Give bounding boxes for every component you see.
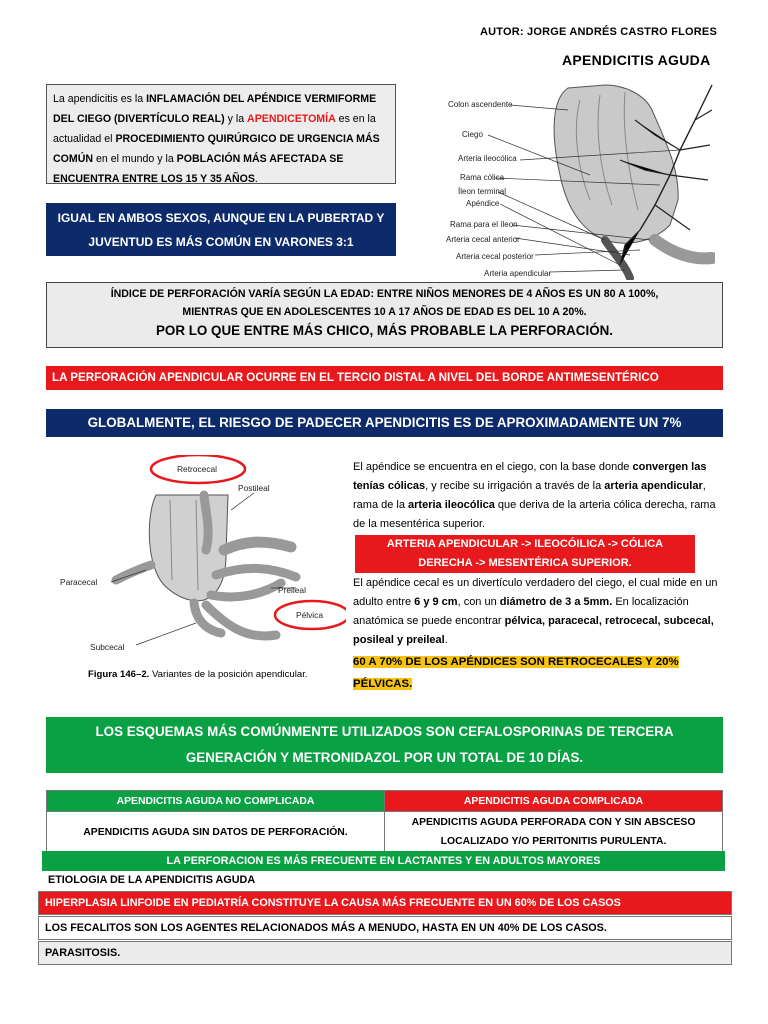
treatment-banner	[46, 717, 723, 773]
etiology-title: ETIOLOGIA DE LA APENDICITIS AGUDA	[48, 874, 256, 886]
label-retrocecal: Retrocecal	[177, 464, 218, 474]
intro-red-apendicetomia: APENDICETOMÍA	[247, 113, 336, 125]
label-arteria-cecal-anterior: Arteria cecal anterior	[446, 235, 520, 244]
desc-text: , y recibe su irrigación a través de la	[425, 480, 605, 492]
author-line: AUTOR: JORGE ANDRÉS CASTRO FLORES	[480, 26, 718, 38]
cell-uncomplicated: APENDICITIS AGUDA SIN DATOS DE PERFORACIÓN.	[47, 812, 385, 853]
dimensions-paragraph	[353, 574, 723, 650]
position-frequency-highlight	[353, 651, 723, 695]
irrigation-paragraph	[353, 458, 723, 534]
desc-bold: arteria ileocólica	[408, 499, 495, 511]
intro-bold-definition: INFLAMACIÓN DEL APÉNDICE VERMIFORME DEL CIEGO (DIVERTÍCULO REAL)	[53, 93, 377, 125]
perforation-index-line-2: MIENTRAS QUE EN ADOLESCENTES 10 A 17 AÑOS DE EDAD ES DEL 10 A 20%.	[182, 306, 587, 318]
etiology-list	[38, 891, 732, 966]
desc-bold: 6 y 9 cm	[414, 596, 458, 608]
perforation-frequency-banner: LA PERFORACION ES MÁS FRECUENTE EN LACTANTES Y EN ADULTOS MAYORES	[42, 851, 725, 871]
desc-bold: convergen las tenías cólicas	[353, 461, 707, 492]
desc-bold: arteria apendicular	[604, 480, 703, 492]
label-pelvica: Pélvica	[296, 610, 323, 620]
arterial-pathway-line-2: DERECHA -> MESENTÉRICA SUPERIOR.	[418, 557, 632, 569]
table-row	[47, 812, 723, 853]
label-rama-colica: Rama cólica	[460, 173, 505, 182]
highlight-line-1: 60 A 70% DE LOS APÉNDICES SON RETROCECALES Y 20%	[353, 656, 679, 668]
desc-text: En localización anatómica se puede encontrar	[353, 596, 689, 627]
label-arteria-cecal-posterior: Arteria cecal posterior	[456, 252, 534, 261]
label-rama-ileon: Rama para el íleon	[450, 220, 518, 229]
treatment-line-1: LOS ESQUEMAS MÁS COMÚNMENTE UTILIZADOS SON CEFALOSPORINAS DE TERCERA	[95, 724, 674, 739]
intro-text: .	[254, 173, 258, 185]
anatomy-description	[353, 458, 723, 695]
appendix-positions-illustration	[46, 455, 346, 690]
intro-text: en el mundo y la	[93, 153, 177, 165]
table-header-row	[47, 791, 723, 812]
perforation-index-box	[46, 282, 723, 348]
desc-text: , rama de la	[353, 480, 706, 511]
list-item: PARASITOSIS.	[38, 941, 732, 965]
positions-drawing	[46, 455, 346, 665]
label-arteria-ileocolica: Arteria ileocólica	[458, 154, 517, 163]
label-ileon-terminal: Íleon terminal	[458, 187, 507, 196]
cell-complicated-line-1: APENDICITIS AGUDA PERFORADA CON Y SIN ABSCESO	[411, 817, 696, 828]
intro-text: La apendicitis es la	[53, 93, 147, 105]
intro-bold-procedure: PROCEDIMIENTO QUIRÚRGICO DE URGENCIA MÁS COMÚN	[53, 133, 380, 165]
header-complicated: APENDICITIS AGUDA COMPLICADA	[385, 791, 723, 812]
intro-text: y la	[224, 113, 248, 125]
desc-text: , con un	[457, 596, 500, 608]
intro-text: es en la actualidad el	[53, 113, 376, 145]
figure-caption-number: Figura 146–2.	[88, 669, 150, 680]
label-paracecal: Paracecal	[60, 577, 98, 587]
desc-text: El apéndice se encuentra en el ciego, con la base donde	[353, 461, 633, 473]
arterial-pathway-box	[355, 535, 695, 573]
sex-ratio-line-1: IGUAL EN AMBOS SEXOS, AUNQUE EN LA PUBERTAD Y	[57, 211, 385, 225]
desc-bold: diámetro de 3 a 5mm.	[499, 596, 613, 608]
figure-caption-text: Variantes de la posición apendicular.	[149, 669, 308, 680]
highlight-line-2: PÉLVICAS.	[353, 678, 413, 690]
label-preileal: Preileal	[278, 585, 306, 595]
appendix-vascular-illustration	[440, 80, 715, 280]
classification-table	[46, 790, 723, 853]
desc-bold: pélvica, paracecal, retrocecal, subcecal, posileal y preileal	[353, 615, 714, 646]
label-subcecal: Subcecal	[90, 642, 125, 652]
list-item: HIPERPLASIA LINFOIDE EN PEDIATRÍA CONSTITUYE LA CAUSA MÁS FRECUENTE EN UN 60% DE LOS CASOS	[38, 891, 732, 915]
desc-text: que deriva de la arteria cólica derecha, rama de la mesentérica superior.	[353, 499, 716, 530]
label-colon-ascendente: Colon ascendente	[448, 100, 513, 109]
cell-complicated-line-2: LOCALIZADO Y/O PERITONITIS PURULENTA.	[440, 836, 667, 847]
sex-ratio-line-2: JUVENTUD ES MÁS COMÚN EN VARONES 3:1	[88, 235, 354, 249]
perforation-location-banner: LA PERFORACIÓN APENDICULAR OCURRE EN EL TERCIO DISTAL A NIVEL DEL BORDE ANTIMESENTÉRICO	[46, 366, 723, 390]
perforation-index-line-1: ÍNDICE DE PERFORACIÓN VARÍA SEGÚN LA EDAD: ENTRE NIÑOS MENORES DE 4 AÑOS ES UN 80 A 100%,	[110, 288, 659, 300]
cell-complicated	[385, 812, 723, 853]
arterial-pathway-line-1: ARTERIA APENDICULAR -> ILEOCÓILICA -> CÓLICA	[386, 538, 664, 550]
desc-text: El apéndice cecal es un divertículo verdadero del ciego, el cual mide en un adulto entre	[353, 577, 718, 608]
label-apendice: Apéndice	[466, 199, 500, 208]
intro-bold-population: POBLACIÓN MÁS AFECTADA SE ENCUENTRA ENTRE LOS 15 Y 35 AÑOS	[53, 153, 344, 185]
perforation-index-conclusion: POR LO QUE ENTRE MÁS CHICO, MÁS PROBABLE LA PERFORACIÓN.	[155, 323, 614, 338]
list-item: LOS FECALITOS SON LOS AGENTES RELACIONADOS MÁS A MENUDO, HASTA EN UN 40% DE LOS CASOS.	[38, 916, 732, 940]
treatment-line-2: GENERACIÓN Y METRONIDAZOL POR UN TOTAL DE 10 DÍAS.	[185, 750, 584, 765]
label-ciego: Ciego	[462, 130, 483, 139]
global-risk-banner: GLOBALMENTE, EL RIESGO DE PADECER APENDICITIS ES DE APROXIMADAMENTE UN 7%	[46, 409, 723, 437]
sex-ratio-banner	[46, 203, 396, 256]
label-postileal: Postileal	[238, 483, 270, 493]
intro-box	[46, 84, 396, 184]
desc-text: .	[444, 634, 448, 646]
figure-caption	[88, 669, 308, 680]
header-uncomplicated: APENDICITIS AGUDA NO COMPLICADA	[47, 791, 385, 812]
page-title: APENDICITIS AGUDA	[562, 52, 711, 68]
label-arteria-apendicular: Arteria apendicular	[484, 269, 552, 278]
